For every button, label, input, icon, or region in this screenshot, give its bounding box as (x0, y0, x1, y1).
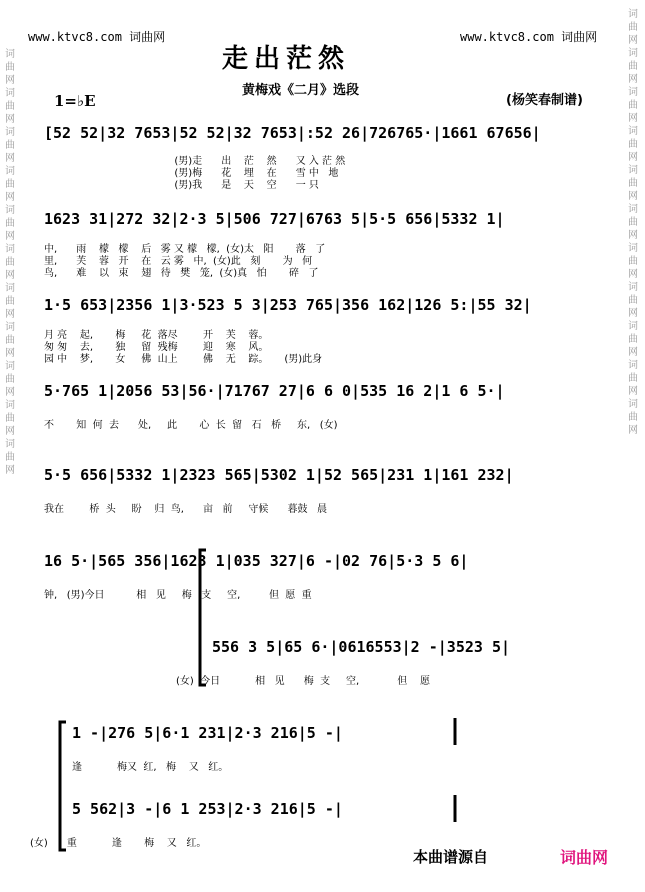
site-link-right[interactable]: www.ktvc8.com 词曲网 (460, 30, 598, 44)
lyrics-row-6: 钟, (男)今日 相 见 梅 支 空, 但 愿 重 (44, 590, 312, 601)
key-signature: 1=♭E (54, 92, 96, 110)
lyrics-row-2b: 里, 芙 蓉 开 在 云 雾 中, (女)此 刻 为 何 (44, 256, 313, 267)
site-link-left[interactable]: www.ktvc8.com 词曲网 (28, 30, 166, 44)
lyrics-row-7: (女) 今日 相 见 梅 支 空, 但 愿 (176, 676, 431, 687)
song-subtitle: 黄梅戏《二月》选段 (242, 83, 360, 98)
lyrics-row-2c: 鸟, 难 以 束 翅 待 樊 笼, (女)真 怕 碎 了 (44, 268, 319, 279)
score-row-6: 16 5·|565 356|1623 1|035 327|6 -|02 76|5·3 5 6| (44, 552, 469, 570)
score-row-9: 5 562|3 -|6 1 253|2·3 216|5 -| (72, 800, 343, 818)
score-row-5: 5·5 656|5332 1|2323 565|5302 1|52 565|231 1|161 232| (44, 466, 514, 484)
score-row-7: 556 3 5|65 6·|0616553|2 -|3523 5| (212, 638, 511, 656)
lyrics-row-9: (女) 重 逢 梅 又 红。 (30, 838, 207, 849)
left-watermark: 词曲网词曲网词曲网词曲网词曲网词曲网词曲网词曲网词曲网词曲网词曲网 (5, 49, 15, 476)
lyrics-row-3c: 园 中 梦, 女 佛 山上 佛 无 踪。 (男)此身 (44, 354, 323, 365)
arranger: (杨笑春制谱) (506, 93, 583, 108)
lyrics-row-3a: 月 亮 起, 梅 花 落尽 开 芙 蓉。 (44, 330, 269, 341)
lyrics-row-1b: (男)梅 花 埋 在 雪 中 地 (44, 168, 339, 179)
lyrics-row-4: 不 知 何 去 处, 此 心 长 留 石 桥 东, (女) (44, 420, 338, 431)
source-label: 本曲谱源自 (413, 848, 489, 866)
system-bracket-1 (200, 550, 206, 685)
lyrics-row-1c: (男)我 是 天 空 一 只 (44, 180, 319, 191)
score-row-8: 1 -|276 5|6·1 231|2·3 216|5 -| (72, 724, 343, 742)
system-bracket-2 (60, 718, 455, 850)
lyrics-row-8: 逢 梅又 红, 梅 又 红。 (72, 762, 229, 773)
lyrics-row-3b: 匆 匆 去, 独 留 残梅 迎 寒 风。 (44, 342, 269, 353)
score-row-1: [52 52|32 7653|52 52|32 7653|:52 26|726765·|1661 67656| (44, 124, 541, 142)
lyrics-row-2a: 中, 雨 檬 檬 后 雾 又 檬 檬, (女)太 阳 落 了 (44, 244, 326, 255)
song-title: 走出茫然 (222, 44, 351, 74)
score-row-3: 1·5 653|2356 1|3·523 5 3|253 765|356 162|126 5:|55 32| (44, 296, 532, 314)
score-row-4: 5·765 1|2056 53|56·|71767 27|6 6 0|535 16 2|1 6 5·| (44, 382, 505, 400)
right-watermark: 词曲网词曲网词曲网词曲网词曲网词曲网词曲网词曲网词曲网词曲网词曲网 (628, 9, 638, 436)
lyrics-row-5: 我在 桥 头 盼 归 鸟, 亩 前 守候 暮鼓 晨 (44, 504, 328, 515)
score-row-2: 1623 31|272 32|2·3 5|506 727|6763 5|5·5 656|5332 1| (44, 210, 505, 228)
lyrics-row-1a: (男)走 出 茫 然 又 入 茫 然 (44, 156, 346, 167)
site-logo[interactable]: 词曲网 (560, 848, 609, 867)
